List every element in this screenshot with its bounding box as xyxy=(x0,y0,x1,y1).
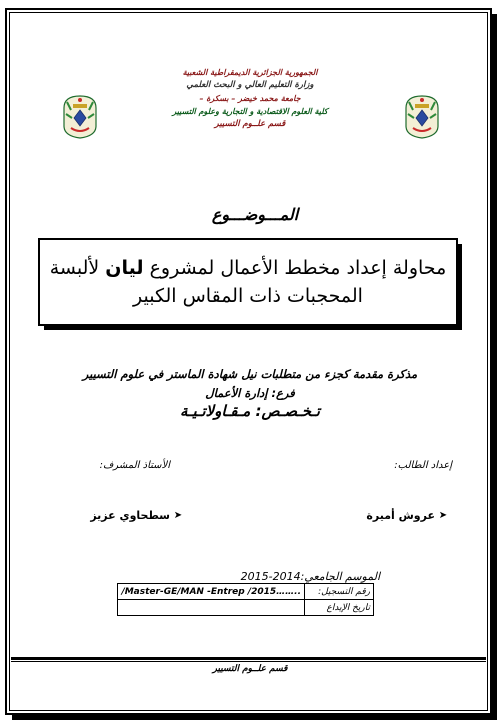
subject-heading: المـــوضـــوع xyxy=(211,205,299,224)
frame-shadow-bottom xyxy=(12,715,497,720)
header-department: قسم علــوم التسيير xyxy=(214,119,286,129)
footer-divider-thin xyxy=(11,661,486,662)
arrow-bullet-icon: ➤ xyxy=(438,510,448,521)
header-ministry: وزارة التعليم العالي و البحث العلمي xyxy=(186,80,314,90)
header-republic: الجمهورية الجزائرية الديمقراطية الشعبية xyxy=(182,68,318,77)
table-row xyxy=(118,600,374,616)
institution-header xyxy=(120,66,380,131)
table-row xyxy=(118,584,374,600)
memo-description: مذكرة مقدمة كجزء من متطلبات نيل شهادة الماستر في علوم التسيير xyxy=(82,367,418,381)
deposit-date-value xyxy=(118,600,305,616)
registration-number-value: /Master-GE/MAN -Entrep /2015…….. xyxy=(118,584,305,600)
frame-shadow-right xyxy=(492,14,497,718)
deposit-date-label: تاريخ الإيداع xyxy=(305,600,374,616)
registration-table xyxy=(117,583,374,616)
supervisor-name: سطحاوي عزيز xyxy=(90,509,170,522)
branch-line: فرع: إدارة الأعمال xyxy=(205,386,295,400)
title-line1-part1: محاولة إعداد مخطط الأعمال لمشروع xyxy=(143,257,447,279)
footer-department: قسم علــوم التسيير xyxy=(212,664,288,674)
student-name: عروش أميرة xyxy=(366,509,435,522)
title-project-name: ليان xyxy=(105,257,144,279)
prepared-by-label: إعداد الطالب: xyxy=(394,460,452,471)
title-line1-part2: لألبسة xyxy=(49,257,106,279)
academic-year: الموسم الجامعي:2014-2015 xyxy=(240,570,380,583)
arrow-bullet-icon: ➤ xyxy=(173,510,183,521)
footer-divider xyxy=(11,657,486,660)
thesis-title xyxy=(48,254,448,310)
university-logo-right xyxy=(402,88,442,140)
supervisor-label: الأستاذ المشرف: xyxy=(99,460,170,471)
header-university: جامعة محمد خيضر – بسكرة – xyxy=(199,94,301,103)
registration-number-label: رقم التسجيل: xyxy=(305,584,374,600)
header-faculty: كلية العلوم الاقتصادية و التجارية وعلوم التسيير xyxy=(172,107,328,116)
title-line2: المحجبات ذات المقاس الكبير xyxy=(133,285,363,307)
title-box xyxy=(38,238,458,326)
specialty-line: تـخـصـص: مـقـاولاتـيـة xyxy=(180,402,320,420)
university-logo-left xyxy=(60,88,100,140)
